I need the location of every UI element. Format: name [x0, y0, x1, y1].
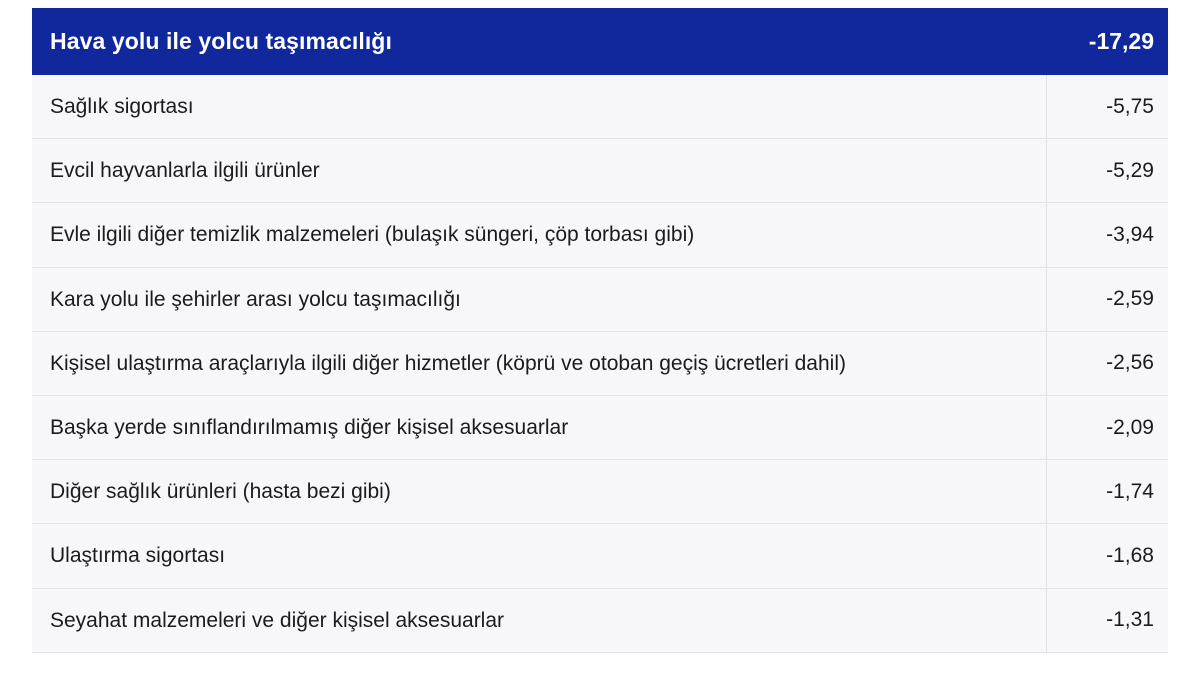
row-value: -1,68 [1046, 524, 1168, 588]
row-value: -3,94 [1046, 203, 1168, 267]
table-header-row [32, 8, 1168, 75]
row-value: -2,09 [1046, 395, 1168, 459]
row-label: Başka yerde sınıflandırılmamış diğer kişisel aksesuarlar [32, 395, 1046, 459]
row-label: Ulaştırma sigortası [32, 524, 1046, 588]
row-value: -2,59 [1046, 267, 1168, 331]
row-value: -2,56 [1046, 331, 1168, 395]
table-row [32, 395, 1168, 459]
row-label: Evle ilgili diğer temizlik malzemeleri (bulaşık süngeri, çöp torbası gibi) [32, 203, 1046, 267]
table-header-value: -17,29 [1046, 8, 1168, 75]
table-row [32, 267, 1168, 331]
table-row [32, 139, 1168, 203]
row-label: Diğer sağlık ürünleri (hasta bezi gibi) [32, 460, 1046, 524]
row-value: -1,74 [1046, 460, 1168, 524]
table-row [32, 588, 1168, 652]
row-value: -1,31 [1046, 588, 1168, 652]
price-change-table [32, 8, 1168, 653]
row-value: -5,29 [1046, 139, 1168, 203]
table-row [32, 524, 1168, 588]
table-header-label: Hava yolu ile yolcu taşımacılığı [50, 28, 392, 54]
row-label: Seyahat malzemeleri ve diğer kişisel aksesuarlar [32, 588, 1046, 652]
table-row [32, 331, 1168, 395]
row-label: Sağlık sigortası [32, 75, 1046, 139]
row-value: -5,75 [1046, 75, 1168, 139]
row-label: Kara yolu ile şehirler arası yolcu taşımacılığı [32, 267, 1046, 331]
row-label: Kişisel ulaştırma araçlarıyla ilgili diğer hizmetler (köprü ve otoban geçiş ücretleri dahil) [32, 331, 1046, 395]
table-row [32, 460, 1168, 524]
table-row [32, 203, 1168, 267]
table-row [32, 75, 1168, 139]
row-label: Evcil hayvanlarla ilgili ürünler [32, 139, 1046, 203]
